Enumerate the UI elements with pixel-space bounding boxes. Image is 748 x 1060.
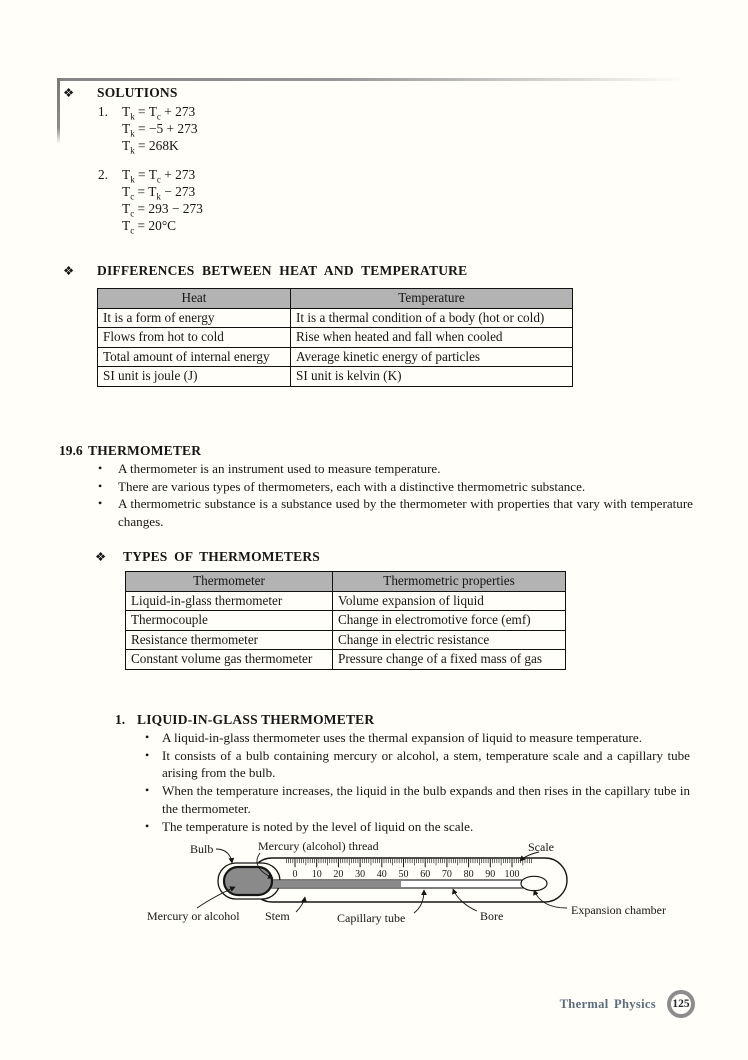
bullet-icon: • <box>98 496 103 511</box>
types-section <box>95 549 695 670</box>
bullet-item <box>145 782 715 817</box>
problem-number: 2. <box>98 167 108 183</box>
scale-label: Scale <box>528 840 554 854</box>
thread-label: Mercury (alcohol) thread <box>258 839 379 853</box>
bullet-icon: • <box>145 730 150 744</box>
bullet-icon: • <box>98 461 103 475</box>
table-cell: Liquid-in-glass thermometer <box>126 591 333 611</box>
item-number: 1. <box>115 712 126 727</box>
mercury-thread <box>269 881 401 887</box>
stem-label: Stem <box>265 909 290 923</box>
diamond-marker-icon: ❖ <box>63 86 75 100</box>
table-header-row <box>126 572 566 592</box>
expansion-label: Expansion chamber <box>571 903 666 917</box>
footer-title: Thermal Physics <box>559 997 656 1011</box>
corner-rule-top <box>57 78 685 81</box>
bullet-item <box>98 478 699 496</box>
bullet-text: A liquid-in-glass thermometer uses the thermal expansion of liquid to measure temperature. <box>162 730 642 745</box>
table-cell: Thermocouple <box>126 611 333 631</box>
column-header: Thermometric properties <box>333 572 566 592</box>
column-header: Heat <box>98 289 291 309</box>
table-cell: Volume expansion of liquid <box>333 591 566 611</box>
bullet-icon: • <box>145 818 150 833</box>
table-row <box>98 347 573 367</box>
differences-section <box>63 263 703 387</box>
scale-number: 0 <box>292 869 298 880</box>
table-cell: Flows from hot to cold <box>98 328 291 348</box>
equation-line: $T_c = T_k - 273$ <box>122 184 196 202</box>
bullet-item <box>98 460 699 478</box>
mercury-bulb <box>224 867 272 895</box>
table-cell: Constant volume gas thermometer <box>126 650 333 670</box>
table-cell: Change in electric resistance <box>333 630 566 650</box>
scale-number: 60 <box>420 869 431 880</box>
scale-number: 50 <box>398 869 409 880</box>
page-number: 125 <box>672 998 690 1010</box>
bullet-text: When the temperature increases, the liquid in the bulb expands and then rises in the capillary tube in the thermometer. <box>162 783 690 816</box>
table-row <box>98 328 573 348</box>
solutions-section <box>63 85 683 248</box>
liquid-in-glass-title: LIQUID-IN-GLASS THERMOMETER <box>137 712 375 727</box>
liquid-in-glass-bullets <box>145 729 715 835</box>
equation-line: $T_k = T_c + 273$ <box>122 104 196 122</box>
section-number: 19.6 <box>59 443 83 458</box>
equation-line: $T_c = 293 - 273$ <box>122 200 203 219</box>
bullet-icon: • <box>145 783 150 798</box>
capillary-label: Capillary tube <box>337 911 406 925</box>
bullet-item <box>145 747 715 782</box>
problem-number: 1. <box>98 104 108 119</box>
differences-title: DIFFERENCES BETWEEN HEAT AND TEMPERATURE <box>97 263 468 278</box>
table-cell: Change in electromotive force (emf) <box>333 611 566 631</box>
bullet-text: The temperature is noted by the level of liquid on the scale. <box>162 818 474 834</box>
table-row <box>98 367 573 387</box>
table-cell: It is a thermal condition of a body (hot or cold) <box>291 308 573 328</box>
thermometer-bullets <box>98 460 699 531</box>
liquid-in-glass-section <box>115 711 715 835</box>
table-row <box>126 630 566 650</box>
diamond-marker-icon: ❖ <box>95 550 107 564</box>
scale-number: 20 <box>333 869 344 880</box>
diamond-marker-icon: ❖ <box>63 264 75 278</box>
bullet-text: A thermometer is an instrument used to measure temperature. <box>118 461 441 476</box>
bulb-arrow <box>216 849 232 863</box>
equation-line: $T_c = 20^\circ C$ <box>122 217 177 236</box>
scale-number: 80 <box>463 869 474 880</box>
bullet-icon: • <box>145 747 150 762</box>
mercury-label: Mercury or alcohol <box>147 909 240 923</box>
equation-line: $T_k = T_c + 273$ <box>122 167 196 186</box>
column-header: Temperature <box>291 289 573 309</box>
scale-number: 70 <box>441 869 452 880</box>
scale-number: 40 <box>376 869 387 880</box>
solution-problem <box>98 167 683 234</box>
table-cell: Rise when heated and fall when cooled <box>291 328 573 348</box>
equation-line: $T_k = -5 + 273$ <box>122 120 198 139</box>
solution-problem <box>98 104 683 154</box>
bullet-text: It consists of a bulb containing mercury or alcohol, a stem, temperature scale and a capillary tube arising from the bulb. <box>162 747 690 781</box>
table-header-row <box>98 289 573 309</box>
table-cell: Pressure change of a fixed mass of gas <box>333 650 566 670</box>
bullet-item <box>145 818 715 836</box>
column-header: Thermometer <box>126 572 333 592</box>
table-cell: Total amount of internal energy <box>98 347 291 367</box>
table-row <box>126 611 566 631</box>
types-table <box>125 571 566 670</box>
bore-label: Bore <box>480 909 504 923</box>
thermometer-section <box>59 442 699 531</box>
types-title: TYPES OF THERMOMETERS <box>123 549 320 564</box>
table-cell: Resistance thermometer <box>126 630 333 650</box>
thermometer-diagram <box>140 836 700 931</box>
bullet-icon: • <box>98 478 103 493</box>
table-cell: Average kinetic energy of particles <box>291 347 573 367</box>
expansion-chamber <box>521 876 547 890</box>
page-number-badge <box>667 990 695 1018</box>
table-cell: SI unit is joule (J) <box>98 367 291 387</box>
equation-line: $T_k = 268K$ <box>122 137 179 156</box>
table-cell: SI unit is kelvin (K) <box>291 367 573 387</box>
scale-number: 10 <box>311 869 322 880</box>
table-row <box>126 591 566 611</box>
bullet-text: A thermometric substance is a substance used by the thermometer with properties that vary with temperature changes. <box>118 496 693 530</box>
heat-temperature-table <box>97 288 573 387</box>
table-row <box>98 308 573 328</box>
scale-number: 30 <box>355 869 366 880</box>
solutions-title: SOLUTIONS <box>97 85 178 100</box>
scale-number: 90 <box>485 869 496 880</box>
bulb-label: Bulb <box>190 842 214 856</box>
bullet-item <box>145 729 715 747</box>
solutions-problems <box>98 104 683 235</box>
table-row <box>126 650 566 670</box>
thermometer-title: THERMOMETER <box>88 443 202 458</box>
scale-number: 100 <box>504 869 520 880</box>
bullet-item <box>98 495 699 530</box>
bullet-text: There are various types of thermometers, each with a distinctive thermometric substance. <box>118 478 586 494</box>
corner-rule-left <box>57 78 60 144</box>
table-cell: It is a form of energy <box>98 308 291 328</box>
